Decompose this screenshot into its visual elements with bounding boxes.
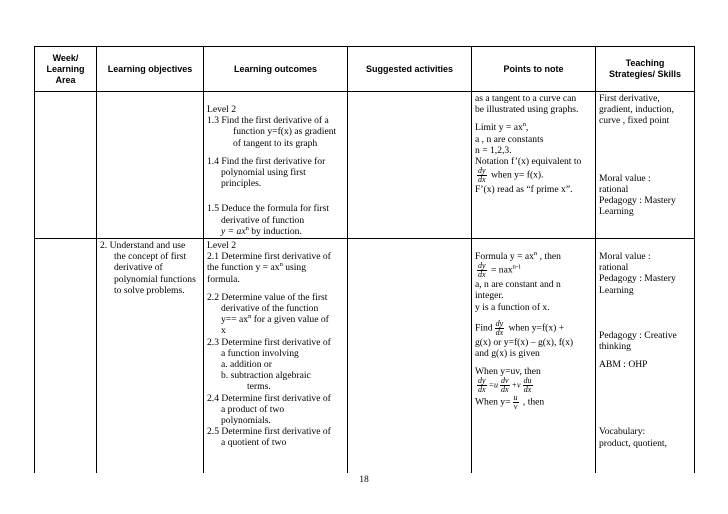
cell-strategies: Moral value : rational Pedagogy : Mastery Learning Pedagogy : Creative thinking ABM : OHP Vocabulary: product, quotient, [596, 239, 695, 474]
syllabus-table-page [34, 46, 694, 473]
cell-week [35, 239, 97, 474]
cell-outcomes: Level 2 1.3 Find the first derivative of a function y=f(x) as gradient of tangent to its graph 1.4 Find the first derivative for polynomial using first principles. 1.5 Deduce the formula for first derivative of function $y = ax^n$ by induction. [204, 92, 348, 239]
cell-outcomes: Level 2 2.1 Determine first derivative of the function $y = ax^n$ using formula. 2.2 Determine value of the first derivative of the function $y== ax^n$ for a given value of x 2.3 Determine first derivative of a function involving a. addition or b. subtraction algebraic terms. 2.4 Determine first derivative of a product of two polynomials. 2.5 Determine first derivative of a quotient of two [204, 239, 348, 474]
fraction-dy-dx: $\frac{dy}{dx}$ [478, 261, 486, 280]
table-row [35, 92, 695, 239]
header-activities: Suggested activities [348, 47, 472, 92]
cell-activities [348, 92, 472, 239]
cell-strategies: First derivative, gradient, induction, curve , fixed point Moral value : rational Pedagogy : Mastery Learning [596, 92, 695, 239]
header-points: Points to note [472, 47, 596, 92]
header-row [35, 47, 695, 92]
product-rule-formula: $\frac{dy}{dx}$ =u $\frac{dv}{dx}$ +v $\frac{du}{dx}$ [478, 376, 532, 395]
cell-objectives: 2. Understand and use the concept of first derivative of polynomial functions to solve problems. [97, 239, 204, 474]
cell-points: Formula $y = ax^n$ , then $\frac{dy}{dx}$ = nax$^{n-1}$ a, n are constant and n integer. y is a function of x. Find $\frac{dy}{dx}$ when y=f(x) + g(x) or y=f(x) – g(x), f(x) and g(x) is given When y=uv, then $\frac{dy}{dx}$ =u $\frac{dv}{dx}$ +v $\frac{du}{dx}$ When y= $\frac{u}{v}$ , then [472, 239, 596, 474]
fraction-dy-dx: $\frac{dy}{dx}$ [478, 166, 486, 185]
syllabus-table [34, 46, 695, 473]
cell-objectives [97, 92, 204, 239]
cell-points: as a tangent to a curve can be illustrated using graphs. Limit $y = ax^n$, a , n are constants n = 1,2,3. Notation f’(x) equivalent to $\frac{dy}{dx}$ when y= f(x). F’(x) read as “f prime x”. [472, 92, 596, 239]
derivative-formula: $\frac{dy}{dx}$ = nax$^{n-1}$ [478, 261, 522, 280]
header-strategies: Teaching Strategies/ Skills [596, 47, 695, 92]
header-objectives: Learning objectives [97, 47, 204, 92]
cell-week [35, 92, 97, 239]
header-outcomes: Learning outcomes [204, 47, 348, 92]
header-week: Week/ Learning Area [35, 47, 97, 92]
page-number: 18 [359, 474, 369, 485]
fraction-u-v: $\frac{u}{v}$ [513, 393, 518, 412]
table-row [35, 239, 695, 474]
notation-dy-dx: $\frac{dy}{dx}$ when y= f(x). [478, 166, 544, 185]
formula-y-axn: $y = ax^n$ by induction. [221, 224, 302, 237]
fraction-dy-dx: $\frac{dy}{dx}$ [495, 318, 504, 337]
cell-activities [348, 239, 472, 474]
